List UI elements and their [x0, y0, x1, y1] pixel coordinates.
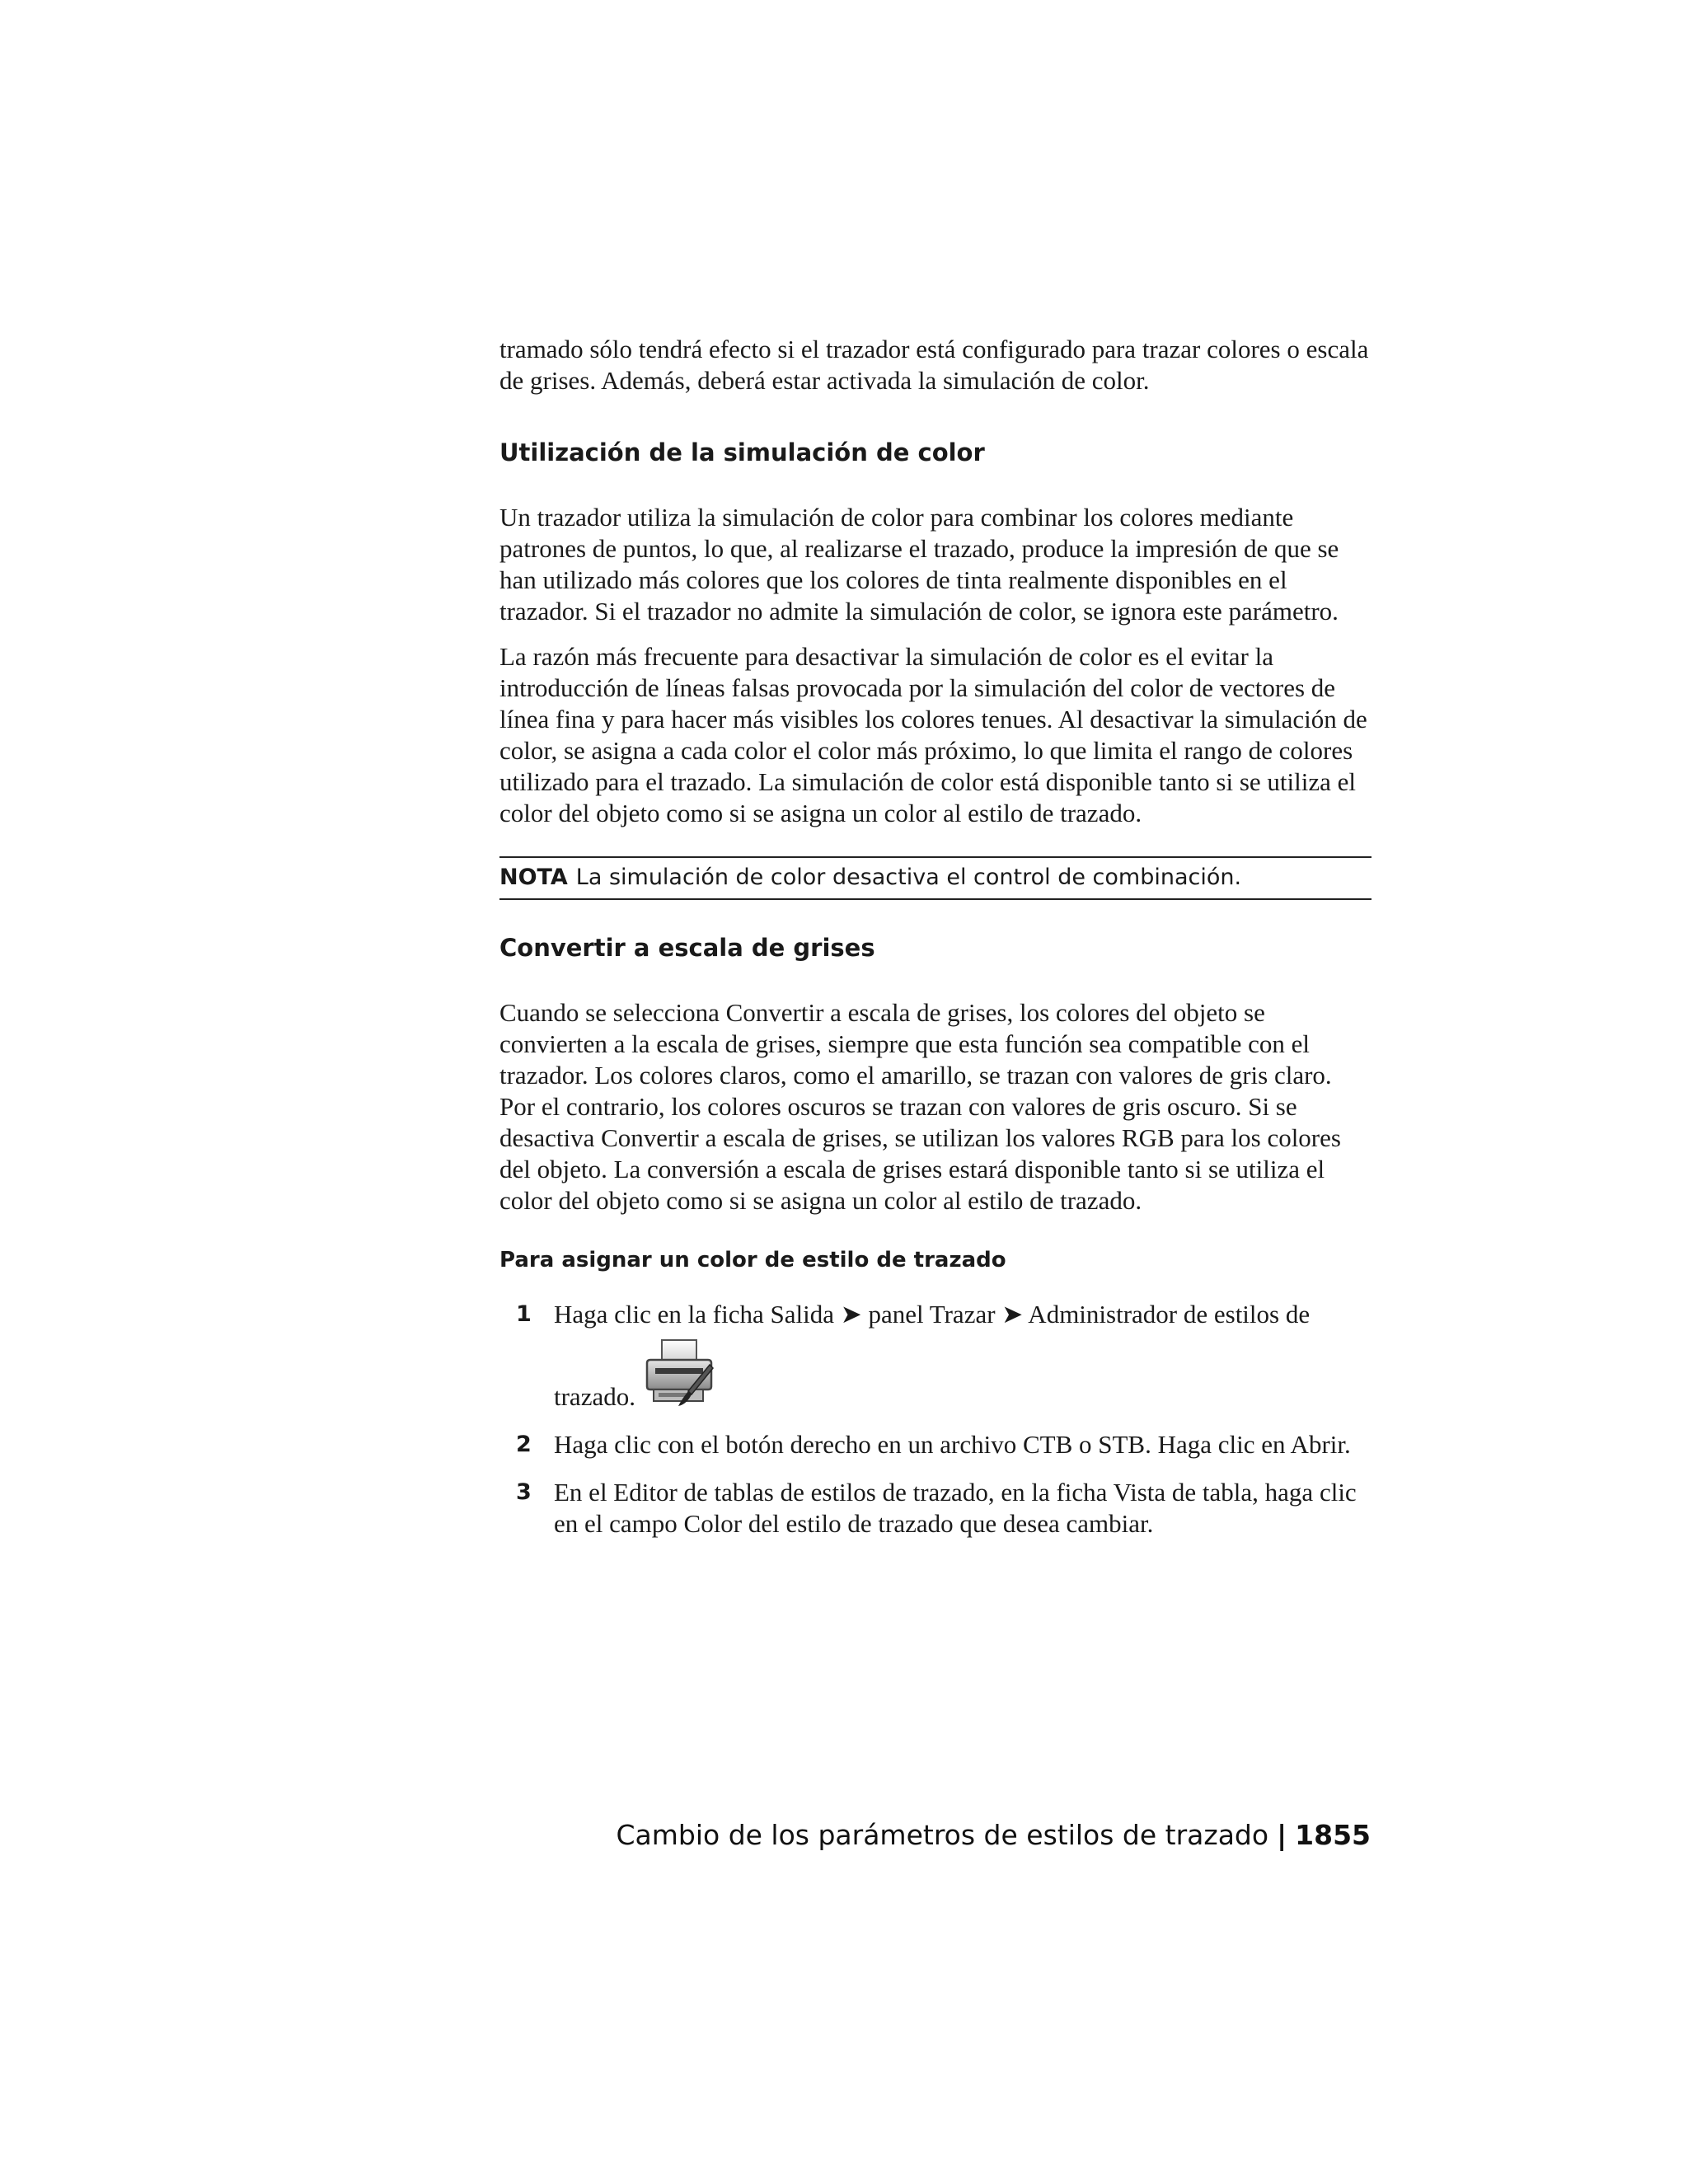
body-paragraph: Un trazador utiliza la simulación de color para combinar los colores mediante patrones de puntos, lo que, al realizarse el trazado, produce la impresión de que se han utilizado más colores que los colores de tinta realmente disponibles en el trazador. Si el trazador no admite la simulación de color, se ignora este parámetro.	[499, 503, 1339, 626]
note-text: La simulación de color desactiva el control de combinación.	[575, 865, 1242, 890]
page-footer	[616, 1819, 1371, 1852]
section-heading-grayscale: Convertir a escala de grises	[499, 934, 875, 962]
footer-separator: |	[1277, 1819, 1287, 1851]
procedure-step	[499, 1477, 1372, 1540]
procedure-step	[499, 1299, 1372, 1413]
step-number: 3	[516, 1479, 532, 1505]
plot-style-manager-icon	[642, 1335, 718, 1411]
section-heading-color-simulation: Utilización de la simulación de color	[499, 438, 985, 466]
step-text: Haga clic en la ficha Salida ➤ panel Trazar ➤ Administrador de estilos de	[554, 1300, 1311, 1329]
step-number: 1	[516, 1301, 532, 1327]
step-number: 2	[516, 1432, 532, 1457]
page-number: 1855	[1295, 1819, 1371, 1851]
intro-paragraph: tramado sólo tendrá efecto si el trazador está configurado para trazar colores o escala de grises. Además, deberá estar activada la simulación de color.	[499, 335, 1369, 395]
body-paragraph: Cuando se selecciona Convertir a escala de grises, los colores del objeto se convierten a la escala de grises, siempre que esta función sea compatible con el trazador. Los colores claros, como el amarillo, se trazan con valores de gris claro. Por el contrario, los colores oscuros se trazan con valores de gris oscuro. Si se desactiva Convertir a escala de grises, se utilizan los valores RGB para los colores del objeto. La conversión a escala de grises estará disponible tanto si se utiliza el color del objeto como si se asigna un color al estilo de trazado.	[499, 998, 1341, 1215]
note-box	[499, 856, 1372, 900]
note-label: NOTA	[499, 865, 568, 890]
step-text-line	[554, 1335, 1372, 1413]
page-content	[499, 334, 1372, 1556]
step-text: trazado.	[554, 1382, 635, 1411]
procedure-step	[499, 1429, 1372, 1460]
body-paragraph: La razón más frecuente para desactivar la simulación de color es el evitar la introducción de líneas falsas provocada por la simulación del color de vectores de línea fina y para hacer más visibles los colores tenues. Al desactivar la simulación de color, se asigna a cada color el color más próximo, lo que limita el rango de colores utilizado para el trazado. La simulación de color está disponible tanto si se utiliza el color del objeto como si se asigna un color al estilo de trazado.	[499, 642, 1367, 827]
step-text: Haga clic con el botón derecho en un archivo CTB o STB. Haga clic en Abrir.	[554, 1430, 1351, 1459]
footer-title: Cambio de los parámetros de estilos de trazado	[616, 1819, 1269, 1851]
procedure-title: Para asignar un color de estilo de trazado	[499, 1248, 1006, 1272]
step-text: En el Editor de tablas de estilos de trazado, en la ficha Vista de tabla, haga clic en el campo Color del estilo de trazado que desea cambiar.	[554, 1478, 1357, 1538]
